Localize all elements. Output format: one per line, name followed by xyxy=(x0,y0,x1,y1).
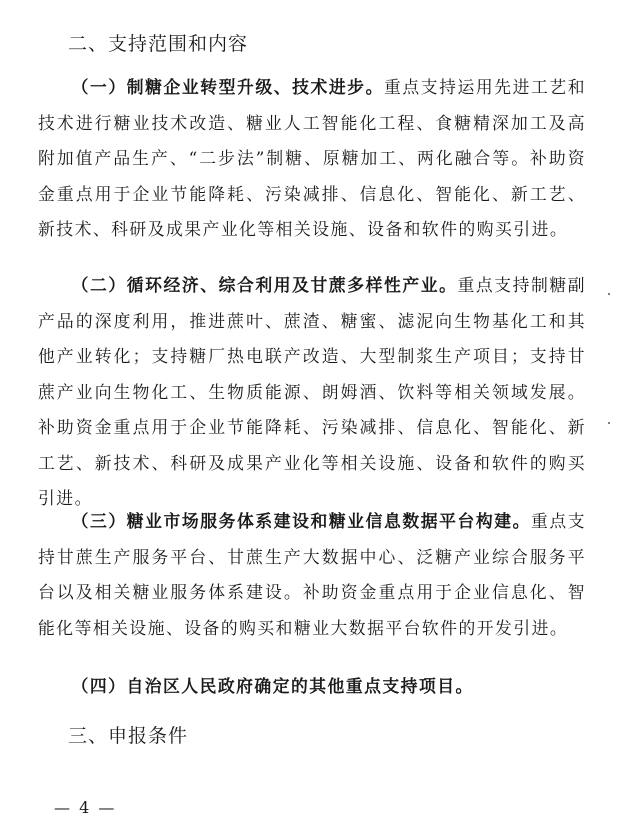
item-1-heading: （一）制糖企业转型升级、技术进步。 xyxy=(71,77,384,97)
item-3-heading: （三）糖业市场服务体系建设和糖业信息数据平台构建。 xyxy=(71,511,531,531)
section-heading-application-conditions: 三、申报条件 xyxy=(68,725,189,747)
paragraph-item-1 xyxy=(38,70,586,248)
item-3-body: 重点支持甘蔗生产服务平台、甘蔗生产大数据中心、泛糖产业综合服务平台以及相关糖业服务体系建设。补助资金重点用于企业信息化、智能化等相关设施、设备的购买和糖业大数据平台软件的开发引进。 xyxy=(38,511,586,638)
item-4-heading: （四）自治区人民政府确定的其他重点支持项目。 xyxy=(71,676,474,696)
section-heading-support-scope: 二、支持范围和内容 xyxy=(68,33,249,55)
item-2-body: 重点支持制糖副产品的深度利用，推进蔗叶、蔗渣、糖蜜、滤泥向生物基化工和其他产业转化；支持糖厂热电联产改造、大型制浆生产项目；支持甘蔗产业向生物化工、生物质能源、朗姆酒、饮料等相关领域发展。补助资金重点用于企业节能降耗、污染减排、信息化、智能化、新工艺、新技术、科研及成果产业化等相关设施、设备和软件的购买引进。 xyxy=(38,275,586,508)
paragraph-item-2 xyxy=(38,268,586,517)
page-number: — 4 — xyxy=(54,798,117,817)
scan-speck xyxy=(608,422,610,424)
item-2-heading: （二）循环经济、综合利用及甘蔗多样性产业。 xyxy=(71,275,458,295)
paragraph-item-3 xyxy=(38,504,586,646)
paragraph-item-4 xyxy=(38,669,586,705)
scan-speck xyxy=(608,293,610,295)
item-1-body: 重点支持运用先进工艺和技术进行糖业技术改造、糖业人工智能化工程、食糖精深加工及高附加值产品生产、“二步法”制糖、原糖加工、两化融合等。补助资金重点用于企业节能降耗、污染减排、信息化、智能化、新工艺、新技术、科研及成果产业化等相关设施、设备和软件的购买引进。 xyxy=(38,77,586,239)
